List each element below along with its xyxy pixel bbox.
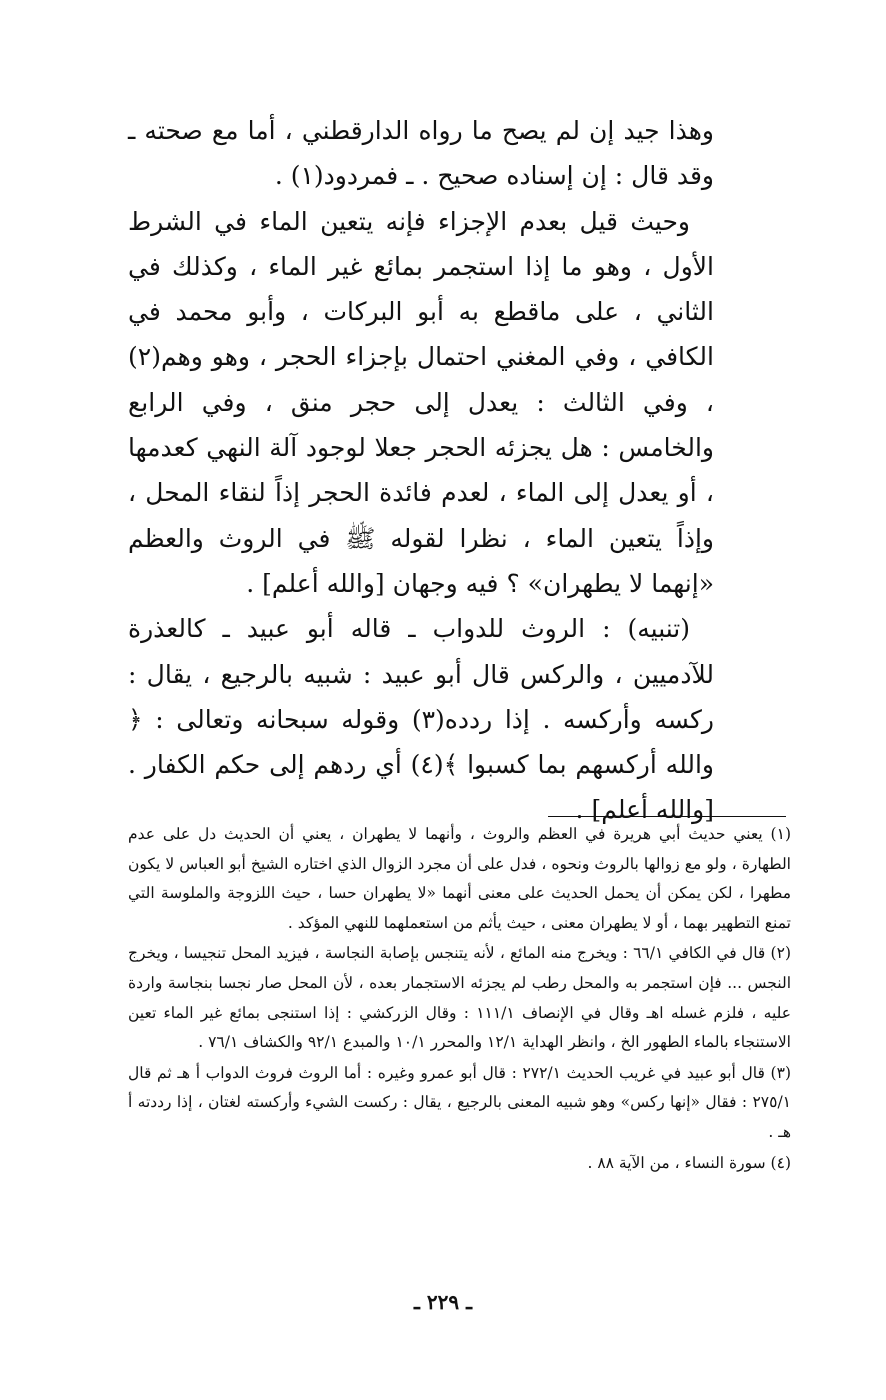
body-paragraph: وحيث قيل بعدم الإجزاء فإنه يتعين الماء في الشرط الأول ، وهو ما إذا استجمر بمائع غير الماء ، وكذلك في الثاني ، على ماقطع به أبو البركات ، وأبو محمد في الكافي ، وفي المغني احتمال بإجزاء الحجر ، وهو وهم(٢) ، وفي الثالث : يعدل إلى حجر منق ، وفي الرابع والخامس : هل يجزئه الحجر جعلا لوجود آلة النهي كعدمها ، أو يعدل إلى الماء ، لعدم فائدة الحجر إذاً لنقاء المحل ، وإذاً يتعين الماء ، نظرا لقوله ﷺ في الروث والعظم «إنهما لا يطهران» ؟ فيه وجهان [والله أعلم] . bbox=[128, 206, 715, 598]
body-paragraph: (تنبيه) : الروث للدواب ـ قاله أبو عبيد ـ كالعذرة للآدميين ، والركس قال أبو عبيد : شبيه بالرجيع ، يقال : ركسه وأركسه . إذا ردده(٣) وقوله سبحانه وتعالى : ﴿ والله أركسهم بما كسبوا ﴾(٤) أي ردهم إلى حكم الكفار . [والله أعلم] . bbox=[128, 614, 714, 825]
body-paragraph: وهذا جيد إن لم يصح ما رواه الدارقطني ، أما مع صحته ـ وقد قال : إن إسناده صحيح . ـ فمردود(١) . bbox=[128, 116, 714, 191]
footnote: (٤) سورة النساء ، من الآية ٨٨ . bbox=[587, 1153, 791, 1172]
footnote: (٢) قال في الكافي ٦٦/١ : ويخرج منه المائع ، لأنه يتنجس بإصابة النجاسة ، فيزيد المحل تنجيسا ، ويخرج النجس ... فإن استجمر به والمحل رطب لم يجزئه الاستجمار بعده ، لأن المحل صار نجسا بنجاسة واردة عليه ، فلزم غسله اهـ وقال في الإنصاف ١١١/١ : وقال الزركشي : إذا استنجى بمائع غير الماء تعين الاستنجاء بالماء الطهور الخ ، وانظر الهداية ١٢/١ والمحرر ١٠/١ والمبدع ٩٢/١ والكشاف ٧٦/١ . bbox=[128, 944, 791, 1052]
footnote: (١) يعني حديث أبي هريرة في العظم والروث ، وأنهما لا يطهران ، يعني أن الحديث دل على عدم الطهارة ، ولو مع زوالها بالروث ونحوه ، فدل على أن مجرد الزوال الذي اختاره الشيخ أبو العباس لا يكون مطهرا ، لكن يمكن أن يحمل الحديث على معنى أنهما «لا يطهران حسا ، حيث اللزوجة والملوسة التي تمنع التطهير بهما ، أو لا يطهران معنى ، حيث يأثم من استعملهما للنهي المؤكد . bbox=[128, 825, 791, 932]
page-number: ـ ٢٢٩ ـ bbox=[414, 1290, 472, 1314]
footnote-divider bbox=[548, 816, 786, 817]
footnote: (٣) قال أبو عبيد في غريب الحديث ٢٧٢/١ : قال أبو عمرو وغيره : أما الروث فروث الدواب أ هـ ثم قال ٢٧٥/١ : فقال «إنها ركس» وهو شبيه المعنى بالرجيع ، يقال : ركست الشيء وأركسته لغتان ، إذا رددته أ هـ . bbox=[128, 1063, 791, 1141]
footnotes bbox=[128, 820, 791, 1179]
main-text bbox=[128, 108, 714, 833]
